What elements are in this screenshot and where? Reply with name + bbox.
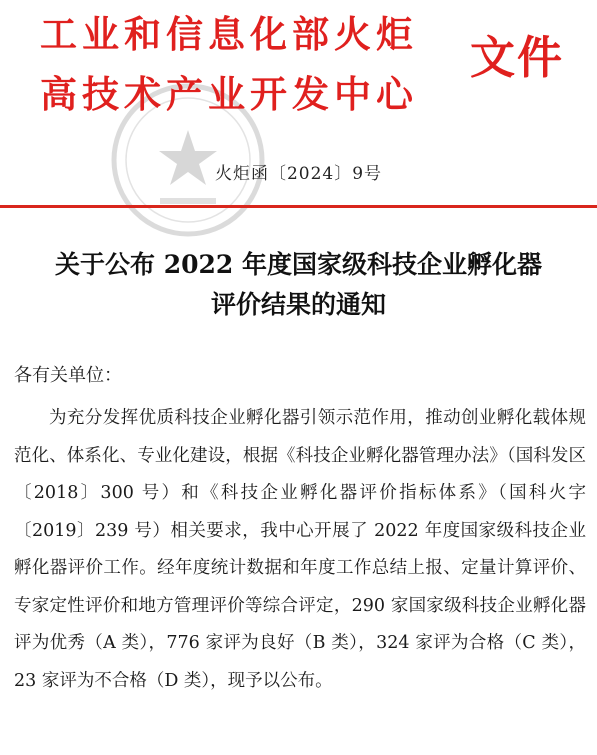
issuing-org-line-2: 高技术产业开发中心 xyxy=(40,72,418,116)
red-divider-rule xyxy=(0,205,597,208)
salutation: 各有关单位： xyxy=(14,365,122,386)
document-type-label: 文件 xyxy=(470,31,565,84)
document-number: 火炬函〔2024〕9号 xyxy=(214,164,383,184)
issuing-org-line-1: 工业和信息化部火炬 xyxy=(40,12,418,56)
notice-title-line-2: 评价结果的通知 xyxy=(210,290,386,319)
notice-title-line-1: 关于公布 2022 年度国家级科技企业孵化器 xyxy=(55,250,542,279)
body-paragraph: 为充分发挥优质科技企业孵化器引领示范作用，推动创业孵化载体规范化、体系化、专业化建设，根据《科技企业孵化器管理办法》（国科发区〔2018〕300 号）和《科技企业孵化器评价指标体系》（国科火字〔2019〕239 号）相关要求，我中心开展了 2022 年度国家级科技企业孵化器评价工作。经年度统计数据和年度工作总结上报、定量计算评价、专家定性评价和地方管理评价等综合评定，290 家国家级科技企业孵化器评为优秀（A 类），776 家评为良好（B 类），324 家评为合格（C 类），23 家评为不合格（D 类），现予以公布。 xyxy=(14,408,586,691)
